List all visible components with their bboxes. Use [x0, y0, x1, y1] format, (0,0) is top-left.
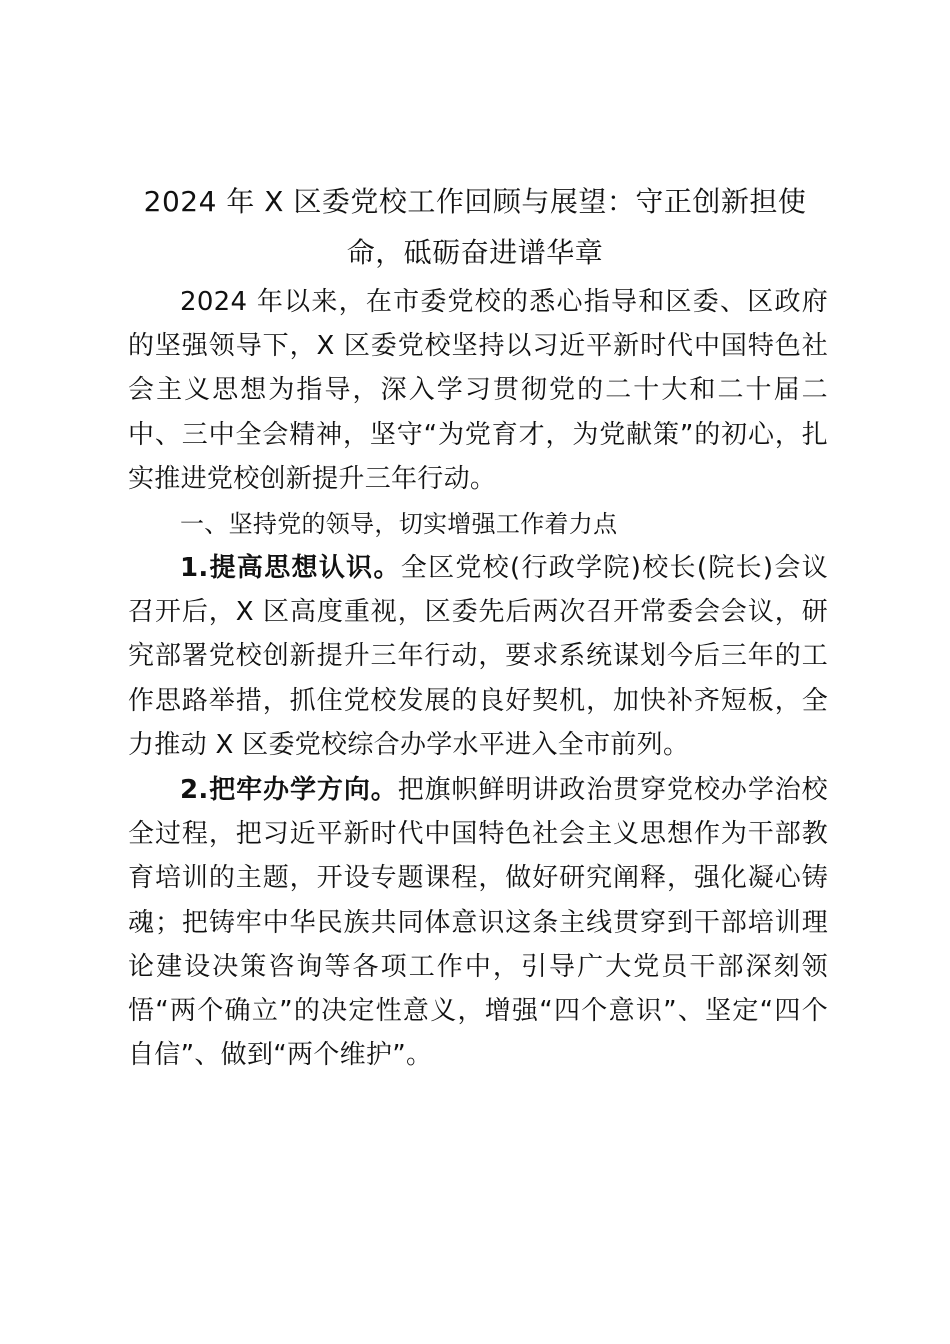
item-1-paragraph	[128, 546, 828, 767]
item-2-body: 把旗帜鲜明讲政治贯穿党校办学治校全过程，把习近平新时代中国特色社会主义思想作为干部教育培训的主题，开设专题课程，做好研究阐释，强化凝心铸魂；把铸牢中华民族共同体意识这条主线贯穿到干部培训理论建设决策咨询等各项工作中，引导广大党员干部深刻领悟“两个确立”的决定性意义，增强“四个意识”、坚定“四个自信”、做到“两个维护”。	[128, 775, 828, 1071]
section-heading-1: 一、坚持党的领导，切实增强工作着力点	[180, 510, 618, 538]
item-1-lead: 1.提高思想认识。	[180, 553, 401, 583]
document-title: 2024 年 X 区委党校工作回顾与展望：守正创新担使命，砥砺奋进谱华章	[143, 185, 807, 269]
item-2-lead: 2.把牢办学方向。	[180, 775, 398, 805]
intro-paragraph: 2024 年以来，在市委党校的悉心指导和区委、区政府的坚强领导下，X 区委党校坚持以习近平新时代中国特色社会主义思想为指导，深入学习贯彻党的二十大和二十届二中、三中全会精神，坚守“为党育才，为党献策”的初心，扎实推进党校创新提升三年行动。	[128, 287, 828, 494]
item-1-body: 全区党校(行政学院)校长(院长)会议召开后，X 区高度重视，区委先后两次召开常委会会议，研究部署党校创新提升三年行动，要求系统谋划今后三年的工作思路举措，抓住党校发展的良好契机，加快补齐短板，全力推动 X 区委党校综合办学水平进入全市前列。	[128, 553, 828, 760]
item-2-paragraph	[128, 768, 828, 1077]
